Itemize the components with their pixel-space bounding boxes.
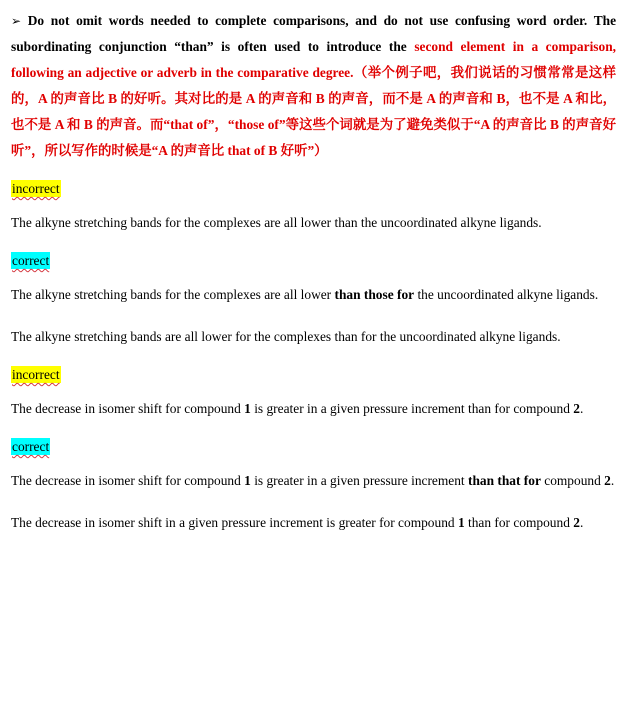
sentence-text: The decrease in isomer shift in a given pressure increment is greater for compound bbox=[11, 515, 458, 530]
emphasized-text: 1 bbox=[457, 515, 465, 530]
example-sentence bbox=[11, 510, 616, 536]
sentence-text: than for compound bbox=[464, 515, 574, 530]
example-sentence bbox=[11, 210, 616, 236]
sentence-text: The decrease in isomer shift for compound bbox=[11, 401, 245, 416]
incorrect-label: incorrect bbox=[12, 181, 60, 196]
correct-label: correct bbox=[12, 253, 50, 268]
emphasized-text: 2 bbox=[573, 515, 580, 530]
emphasized-text: than that for bbox=[468, 473, 541, 488]
example-sentence bbox=[11, 468, 616, 494]
example-label-row bbox=[11, 438, 616, 468]
sentence-text: The decrease in isomer shift for compound bbox=[11, 473, 245, 488]
rule-explanation: The subordinating conjunction “than” is often used to introduce the bbox=[11, 13, 617, 54]
sentence-text: The alkyne stretching bands are all lower for the complexes than for the uncoordinated alkyne ligands. bbox=[11, 329, 561, 344]
example-label-row bbox=[11, 366, 616, 396]
rule-explanation-highlight: second element in a comparison, following an adjective or adverb in the comparative degree.（举个例子吧，我们说话的习惯常常是这样的，A 的声音比 B 的好听。其对比的是 A 的声音和 B 的声音，而不是 A 的声音和 B，也不是 A 和比，也不是 A 和 B 的声音。而“that of”，“those of”等这些个词就是为了避免类似于“A 的声音比 B 的声音好听”，所以写作的时候是“A 的声音比 that of B 好听”） bbox=[11, 39, 616, 158]
sentence-text: The alkyne stretching bands for the complexes are all lower than the uncoordinated alkyne ligands. bbox=[11, 215, 542, 230]
emphasized-text: 2 bbox=[604, 473, 611, 488]
sentence-text: . bbox=[579, 401, 584, 416]
emphasized-text: 1 bbox=[244, 473, 251, 488]
emphasized-text: 2 bbox=[573, 401, 580, 416]
emphasized-text: than those for bbox=[334, 287, 415, 302]
rule-heading: Do not omit words needed to complete comparisons, and do not use confusing word order. bbox=[27, 13, 588, 28]
example-sentence bbox=[11, 282, 616, 308]
example-sentence bbox=[11, 324, 616, 350]
sentence-text: . bbox=[579, 515, 584, 530]
example-sentence bbox=[11, 396, 616, 422]
example-label-row bbox=[11, 252, 616, 282]
sentence-text: . bbox=[610, 473, 615, 488]
incorrect-label: incorrect bbox=[12, 367, 60, 382]
document-page bbox=[11, 8, 616, 552]
sentence-text: the uncoordinated alkyne ligands. bbox=[414, 287, 599, 302]
rule-paragraph bbox=[11, 8, 616, 164]
examples-section bbox=[11, 180, 616, 536]
sentence-text: is greater in a given pressure increment than for compound bbox=[250, 401, 574, 416]
arrow-bullet-icon: ➢ bbox=[11, 14, 22, 28]
sentence-text: is greater in a given pressure increment bbox=[250, 473, 468, 488]
sentence-text: compound bbox=[540, 473, 605, 488]
example-label-row bbox=[11, 180, 616, 210]
emphasized-text: 1 bbox=[244, 401, 251, 416]
correct-label: correct bbox=[12, 439, 50, 454]
sentence-text: The alkyne stretching bands for the complexes are all lower bbox=[11, 287, 335, 302]
